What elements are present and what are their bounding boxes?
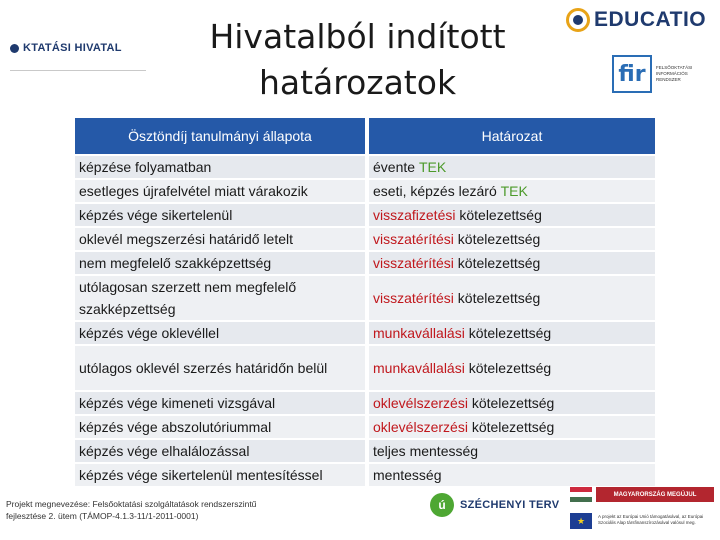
decision-type: munkavállalási [373,360,465,376]
table-row [75,320,655,344]
header-decision: Határozat [369,118,655,154]
educatio-ring-icon [566,8,590,32]
decision-cell [369,156,655,178]
logo-dot-icon [10,44,19,53]
status-cell: utólagosan szerzett nem megfelelő szakképzettség [79,279,297,317]
table-row [75,438,655,462]
table-header [75,118,655,154]
decision-text: kötelezettség [467,419,555,435]
fir-caption: FELSŐOKTATÁSI INFORMÁCIÓS RENDSZER [656,65,693,82]
status-cell: esetleges újrafelvétel miatt várakozik [79,183,308,199]
decision-cell [369,440,655,462]
status-cell: képzés vége abszolutóriummal [79,419,272,435]
decision-type: visszafizetési [373,207,456,223]
decision-cell [369,180,655,202]
decision-cell [369,464,655,486]
decision-cell [369,346,655,390]
header-status: Ösztöndíj tanulmányi állapota [75,118,365,154]
decision-cell [369,228,655,250]
decisions-table [75,118,655,486]
decision-cell [369,416,655,438]
tek-label: TEK [418,159,447,175]
table-row [75,390,655,414]
page-title [185,14,530,106]
project-description [6,498,256,522]
table-row [75,226,655,250]
title-line-2: határozatok [258,63,457,102]
decision-text: kötelezettség [453,231,541,247]
magyarorszag-megujul-banner: MAGYARORSZÁG MEGÚJUL [596,487,714,502]
status-cell: képzés vége sikertelenül [79,207,233,223]
decision-text: kötelezettség [464,360,552,376]
eu-support-text: A projekt az Európai Unió támogatásával, az Európai Szociális Alap társfinanszírozásával valósul meg. [598,514,704,525]
decision-type: munkavállalási [373,325,465,341]
decision-cell [369,252,655,274]
decision-text: teljes mentesség [373,443,479,459]
szechenyi-text: SZÉCHENYI TERV [460,499,560,511]
title-line-1: Hivatalból indított [209,17,506,56]
table-row [75,414,655,438]
eu-flag-icon: ★ [570,513,592,529]
status-cell: képzés vége elhalálozással [79,443,250,459]
logo-divider [10,70,146,71]
decision-text: évente [373,159,419,175]
status-cell: képzés vége sikertelenül mentesítéssel [79,467,323,483]
decision-cell [369,204,655,226]
educatio-text: EDUCATIO [594,8,707,31]
educatio-logo [566,8,706,32]
status-cell: oklevél megszerzési határidő letelt [79,231,293,247]
status-cell: képzés vége oklevéllel [79,325,220,341]
decision-text: kötelezettség [453,255,541,271]
status-cell: nem megfelelő szakképzettség [79,255,272,271]
table-row [75,462,655,486]
project-line-1: Projekt megnevezése: Felsőoktatási szolgáltatások rendszerszintű [6,499,257,509]
table-row [75,202,655,226]
decision-type: visszatérítési [373,231,454,247]
status-cell: utólagos oklevél szerzés határidőn belül [79,360,328,376]
decision-text: mentesség [373,467,442,483]
decision-text: kötelezettség [467,395,555,411]
decision-cell [369,322,655,344]
hungarian-flag-icon [570,487,592,502]
status-cell: képzés vége kimeneti vizsgával [79,395,276,411]
table-row [75,250,655,274]
project-line-2: fejlesztése 2. ütem (TÁMOP-4.1.3-11/1-2011-0001) [6,511,199,521]
decision-text: kötelezettség [453,290,541,306]
fir-logo [612,55,694,93]
szechenyi-icon: ú [430,493,454,517]
table-body [75,154,655,486]
szechenyi-terv-logo [430,493,559,517]
table-row [75,274,655,320]
tek-label: TEK [500,183,528,199]
decision-text: eseti, képzés lezáró [373,183,501,199]
decision-text: kötelezettség [455,207,542,223]
oktatasi-hivatal-text: KTATÁSI HIVATAL [23,42,122,54]
table-row [75,154,655,178]
decision-type: visszatérítési [373,255,454,271]
decision-type: visszatérítési [373,290,454,306]
decision-cell [369,276,655,320]
fir-mark: fir [612,55,652,93]
table-row [75,178,655,202]
decision-text: kötelezettség [464,325,552,341]
table-row [75,344,655,390]
decision-type: oklevélszerzési [373,419,468,435]
status-cell: képzése folyamatban [79,159,212,175]
decision-type: oklevélszerzési [373,395,468,411]
decision-cell [369,392,655,414]
oktatasi-hivatal-logo [10,42,122,54]
